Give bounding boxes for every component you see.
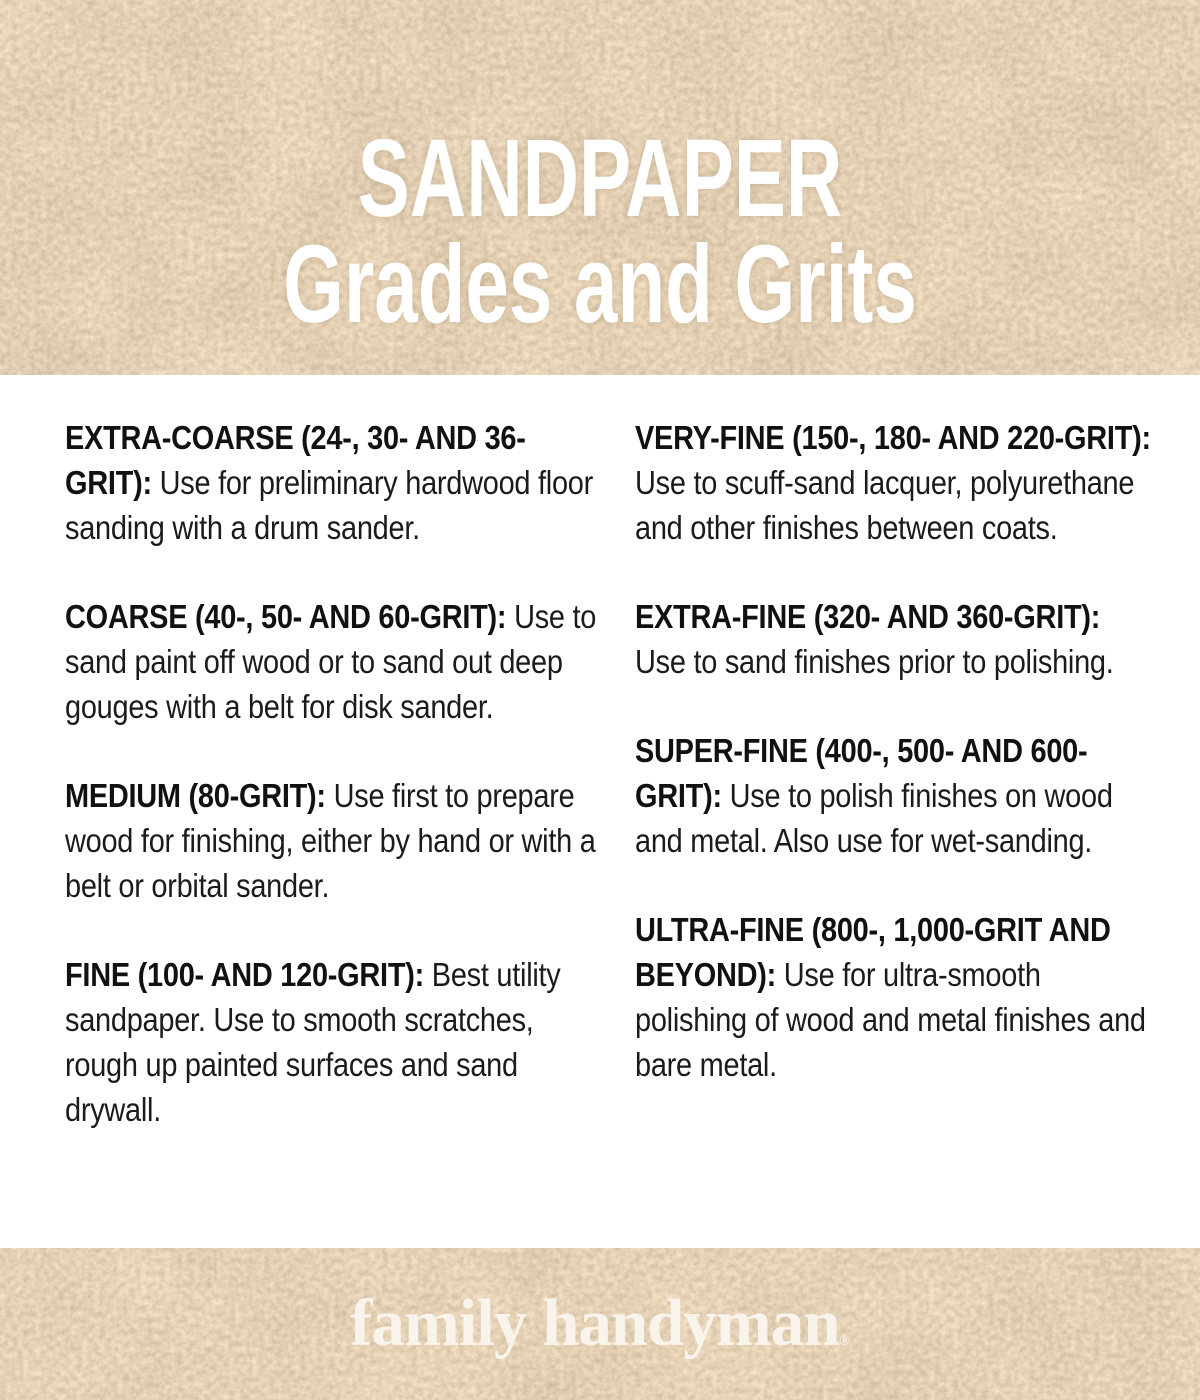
grit-heading: VERY-FINE (150-, 180- AND 220-GRIT): xyxy=(635,419,1151,456)
grit-entry-ultra-fine xyxy=(635,907,1155,1087)
grit-entry-super-fine xyxy=(635,728,1155,863)
grit-heading: SUPER-FINE (400-, 500- AND 600-GRIT): xyxy=(635,732,1088,814)
title-line-2: Grades and Grits xyxy=(283,223,917,346)
grit-description: Use to scuff-sand lacquer, polyurethane and other finishes between coats. xyxy=(635,464,1135,546)
grit-description: Use to sand finishes prior to polishing. xyxy=(635,643,1114,680)
registered-trademark: ® xyxy=(839,1334,850,1349)
grit-heading: FINE (100- AND 120-GRIT): xyxy=(65,956,424,993)
grit-description: Use first to prepare wood for finishing, either by hand or with a belt or orbital sander. xyxy=(65,777,596,904)
grit-entry-extra-coarse xyxy=(65,415,610,550)
grit-description: Use to sand paint off wood or to sand out deep gouges with a belt for disk sander. xyxy=(65,598,597,725)
grit-heading: EXTRA-COARSE (24-, 30- AND 36-GRIT): xyxy=(65,419,526,501)
grit-entry-fine xyxy=(65,952,610,1132)
grit-entry-medium xyxy=(65,773,610,908)
grit-description: Use for ultra-smooth polishing of wood and metal finishes and bare metal. xyxy=(635,956,1146,1083)
right-column xyxy=(635,415,1155,1176)
brand-logo-text: family handyman xyxy=(350,1286,840,1360)
right-column-inner xyxy=(635,415,1155,1087)
title-block xyxy=(0,117,1200,346)
grit-heading: ULTRA-FINE (800-, 1,000-GRIT AND BEYOND): xyxy=(635,911,1111,993)
grit-heading: MEDIUM (80-GRIT): xyxy=(65,777,326,814)
grit-heading: EXTRA-FINE (320- AND 360-GRIT): xyxy=(635,598,1101,635)
grit-columns xyxy=(65,415,1200,1176)
grit-entry-coarse xyxy=(65,594,610,729)
title-line-1: SANDPAPER xyxy=(357,117,843,240)
brand-logo xyxy=(0,1286,1200,1374)
content-panel xyxy=(0,375,1200,1248)
left-column-inner xyxy=(65,415,610,1132)
grit-entry-extra-fine xyxy=(635,594,1155,684)
left-column xyxy=(65,415,610,1176)
grit-entry-very-fine xyxy=(635,415,1155,550)
grit-description: Best utility sandpaper. Use to smooth scratches, rough up painted surfaces and sand drywall. xyxy=(65,956,561,1128)
grit-description: Use for preliminary hardwood floor sanding with a drum sander. xyxy=(65,464,594,546)
grit-description: Use to polish finishes on wood and metal. Also use for wet-sanding. xyxy=(635,777,1113,859)
grit-heading: COARSE (40-, 50- AND 60-GRIT): xyxy=(65,598,507,635)
